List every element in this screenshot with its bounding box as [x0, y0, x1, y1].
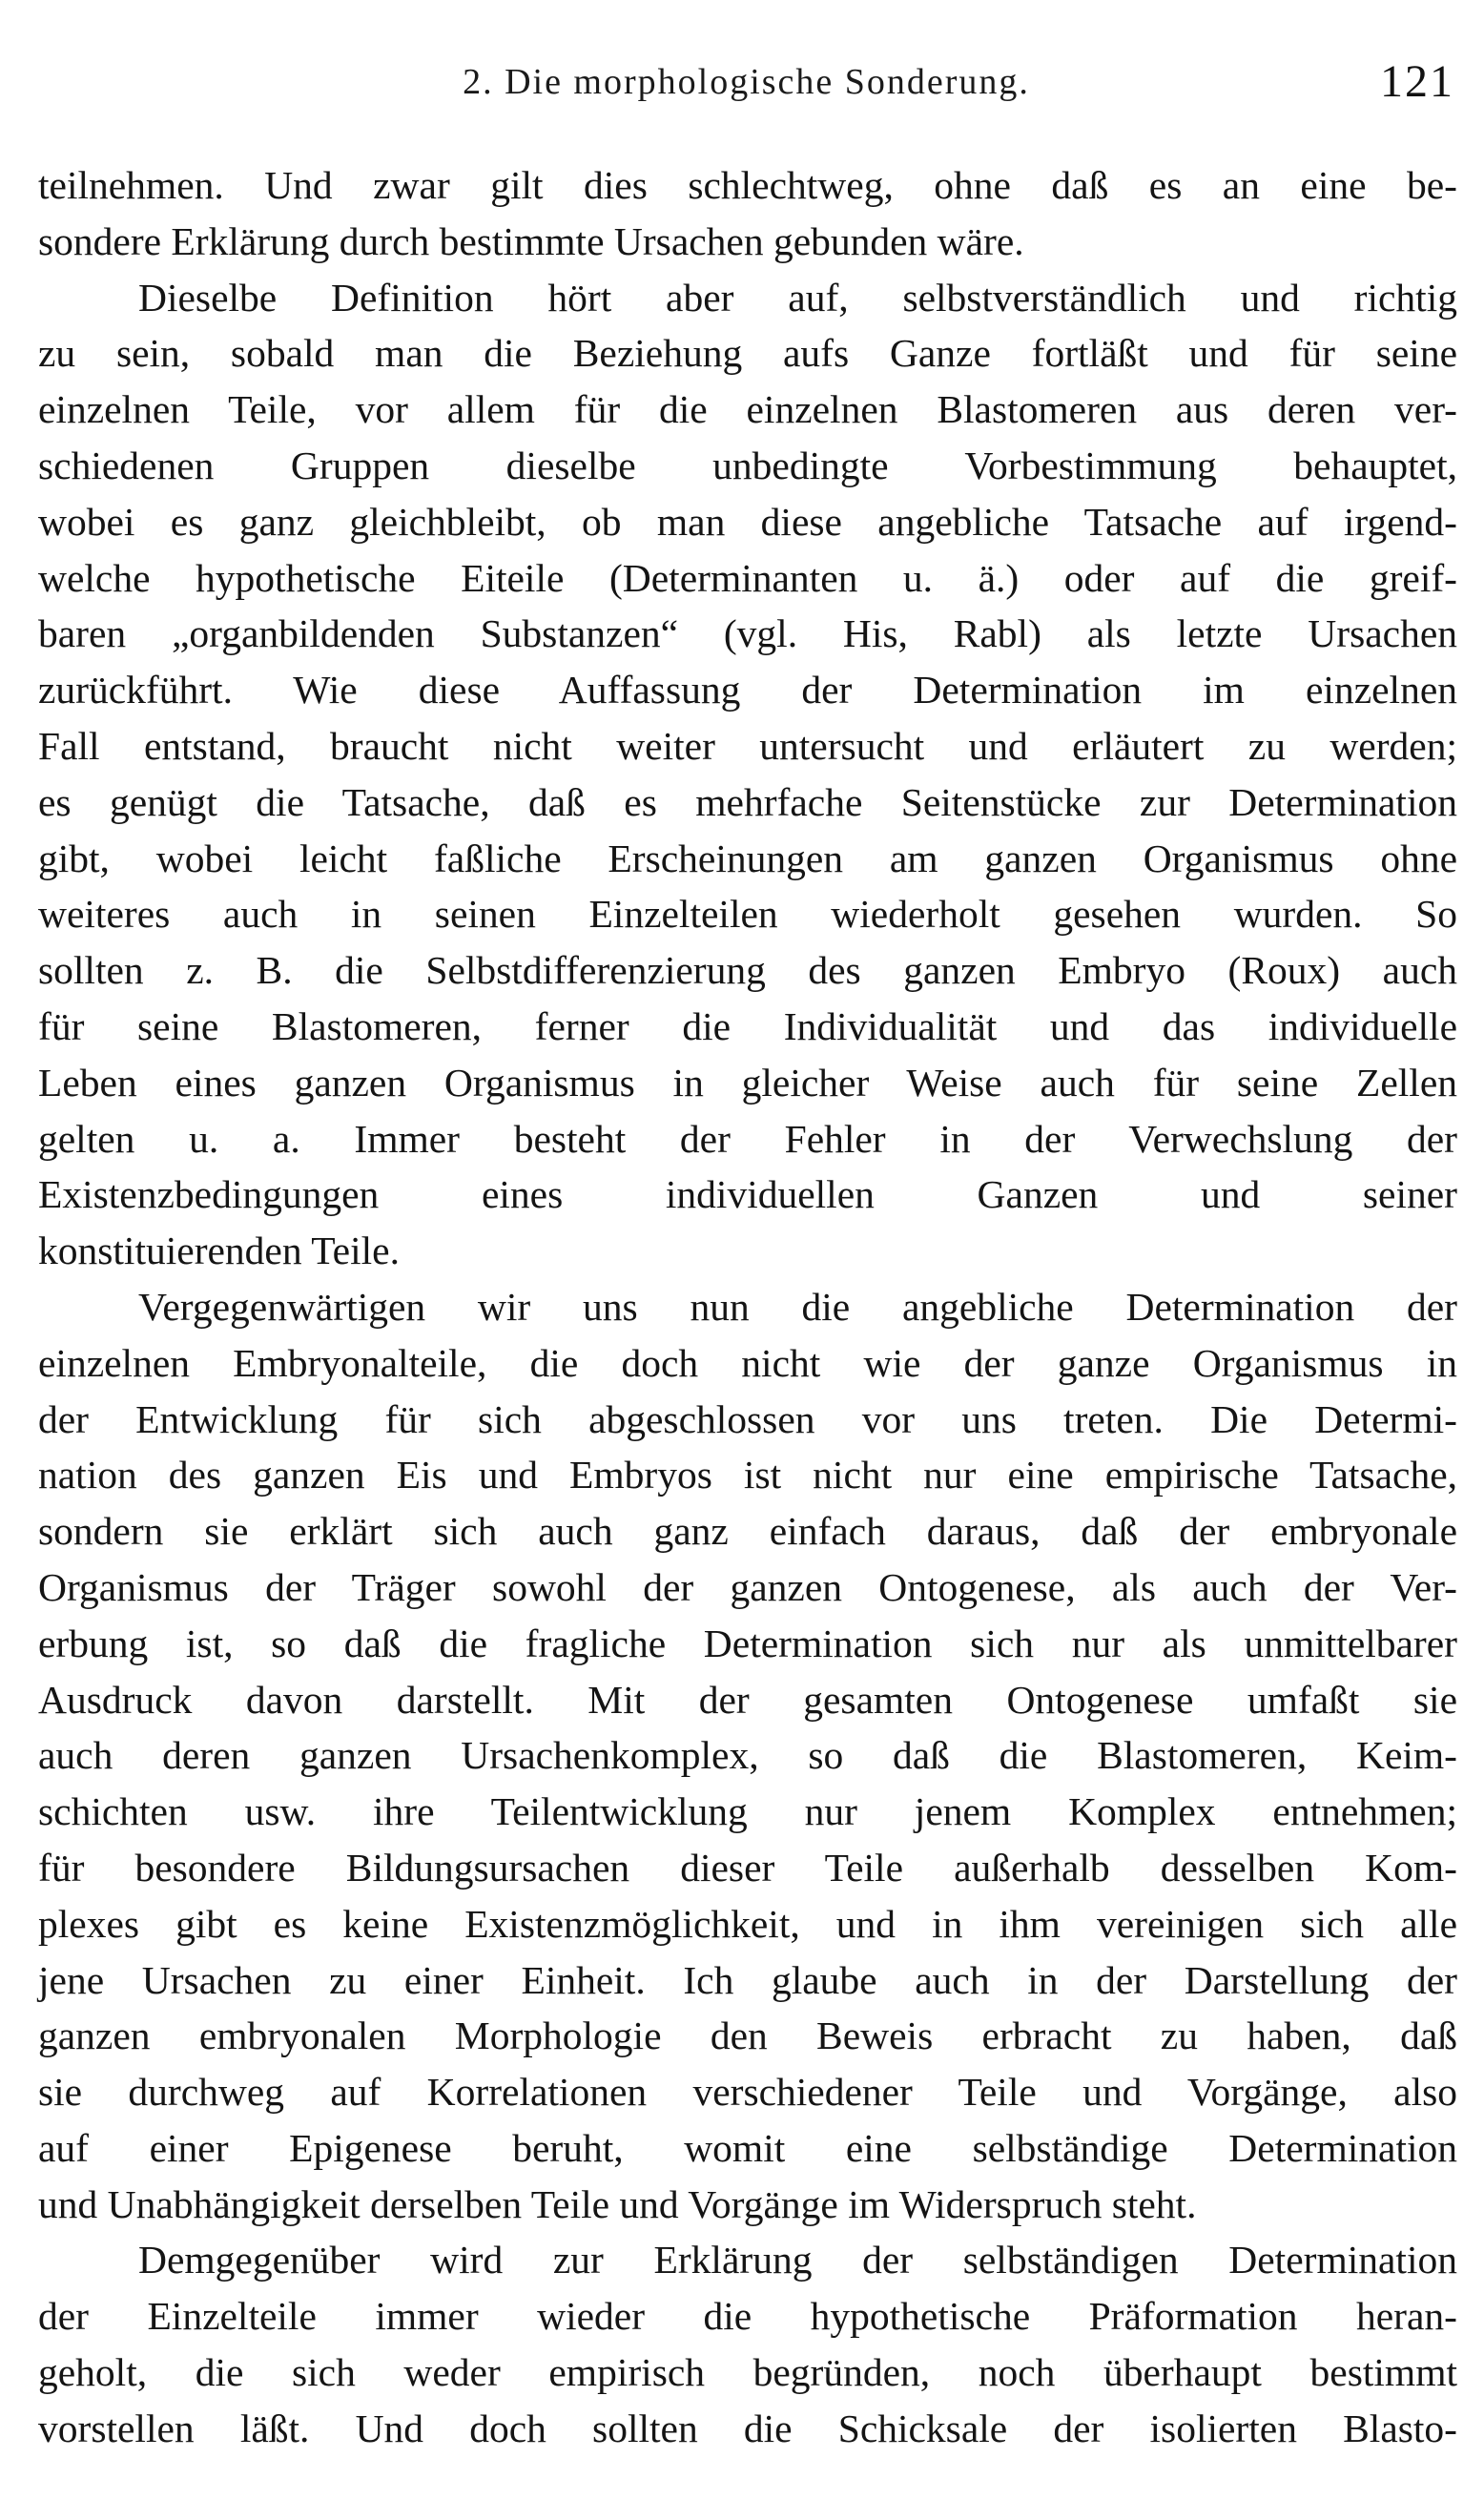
text-line: einzelnen Teile, vor allem für die einzelnen Blastomeren aus deren ver-	[38, 387, 1457, 432]
text-line: sondere Erklärung durch bestimmte Ursachen gebunden wäre.	[38, 218, 1024, 263]
text-line: weiteres auch in seinen Einzelteilen wiederholt gesehen wurden. So	[38, 892, 1457, 937]
text-line: schichten usw. ihre Teilentwicklung nur jenem Komplex entnehmen;	[38, 1789, 1457, 1834]
text-line: zurückführt. Wie diese Auffassung der Determination im einzelnen	[38, 668, 1457, 713]
text-line: teilnehmen. Und zwar gilt dies schlechtweg, ohne daß es an eine be-	[38, 163, 1457, 207]
text-line: konstituierenden Teile.	[38, 1229, 400, 1273]
text-line: und Unabhängigkeit derselben Teile und Vorgänge im Widerspruch steht.	[38, 2181, 1197, 2226]
text-line: gelten u. a. Immer besteht der Fehler in der Verwechslung der	[38, 1116, 1457, 1161]
text-line: sondern sie erklärt sich auch ganz einfach daraus, daß der embryonale	[38, 1509, 1457, 1554]
text-line: auch deren ganzen Ursachenkomplex, so daß die Blastomeren, Keim-	[38, 1733, 1457, 1778]
text-line: welche hypothetische Eiteile (Determinanten u. ä.) oder auf die greif-	[38, 555, 1457, 600]
text-line: Fall entstand, braucht nicht weiter untersucht und erläutert zu werden;	[38, 723, 1457, 768]
text-line: für besondere Bildungsursachen dieser Teile außerhalb desselben Kom-	[38, 1845, 1457, 1890]
text-line: ganzen embryonalen Morphologie den Beweis erbracht zu haben, daß	[38, 2014, 1457, 2058]
text-line: vorstellen läßt. Und doch sollten die Schicksale der isolierten Blasto-	[38, 2406, 1457, 2450]
text-line: Demgegenüber wird zur Erklärung der selbständigen Determination	[138, 2238, 1457, 2282]
text-line: sie durchweg auf Korrelationen verschiedener Teile und Vorgänge, also	[38, 2070, 1457, 2115]
text-line: baren „organbildenden Substanzen“ (vgl. His, Rabl) als letzte Ursachen	[38, 611, 1457, 656]
text-line: jene Ursachen zu einer Einheit. Ich glaube auch in der Darstellung der	[38, 1957, 1457, 2002]
text-line: nation des ganzen Eis und Embryos ist nicht nur eine empirische Tatsache,	[38, 1453, 1457, 1498]
text-line: auf einer Epigenese beruht, womit eine selbständige Determination	[38, 2125, 1457, 2170]
text-line: gibt, wobei leicht faßliche Erscheinungen am ganzen Organismus ohne	[38, 836, 1457, 880]
text-line: schiedenen Gruppen dieselbe unbedingte Vorbestimmung behauptet,	[38, 443, 1457, 487]
page-number: 121	[1380, 56, 1454, 107]
text-line: einzelnen Embryonalteile, die doch nicht wie der ganze Organismus in	[38, 1340, 1457, 1385]
page-header	[38, 55, 1454, 113]
text-line: der Entwicklung für sich abgeschlossen vor uns treten. Die Determi-	[38, 1396, 1457, 1441]
text-line: Leben eines ganzen Organismus in gleicher Weise auch für seine Zellen	[38, 1060, 1457, 1105]
text-line: Organismus der Träger sowohl der ganzen Ontogenese, als auch der Ver-	[38, 1564, 1457, 1609]
running-title: 2. Die morphologische Sonderung.	[463, 62, 1030, 102]
text-line: erbung ist, so daß die fragliche Determination sich nur als unmittelbarer	[38, 1621, 1457, 1665]
text-line: Existenzbedingungen eines individuellen Ganzen und seiner	[38, 1172, 1457, 1217]
text-line: es genügt die Tatsache, daß es mehrfache Seitenstücke zur Determination	[38, 779, 1457, 824]
text-line: geholt, die sich weder empirisch begründen, noch überhaupt bestimmt	[38, 2350, 1457, 2395]
text-line: der Einzelteile immer wieder die hypothetische Präformation heran-	[38, 2294, 1457, 2339]
text-line: plexes gibt es keine Existenzmöglichkeit, und in ihm vereinigen sich alle	[38, 1901, 1457, 1946]
text-line: Ausdruck davon darstellt. Mit der gesamten Ontogenese umfaßt sie	[38, 1677, 1457, 1722]
text-line: wobei es ganz gleichbleibt, ob man diese angebliche Tatsache auf irgend-	[38, 499, 1457, 544]
text-line: Vergegenwärtigen wir uns nun die angebliche Determination der	[138, 1284, 1457, 1329]
text-line: für seine Blastomeren, ferner die Individualität und das individuelle	[38, 1003, 1457, 1048]
text-line: zu sein, sobald man die Beziehung aufs Ganze fortläßt und für seine	[38, 331, 1457, 376]
text-line: Dieselbe Definition hört aber auf, selbstverständlich und richtig	[138, 275, 1457, 320]
text-line: sollten z. B. die Selbstdifferenzierung des ganzen Embryo (Roux) auch	[38, 948, 1457, 993]
body-text	[38, 157, 1457, 2457]
